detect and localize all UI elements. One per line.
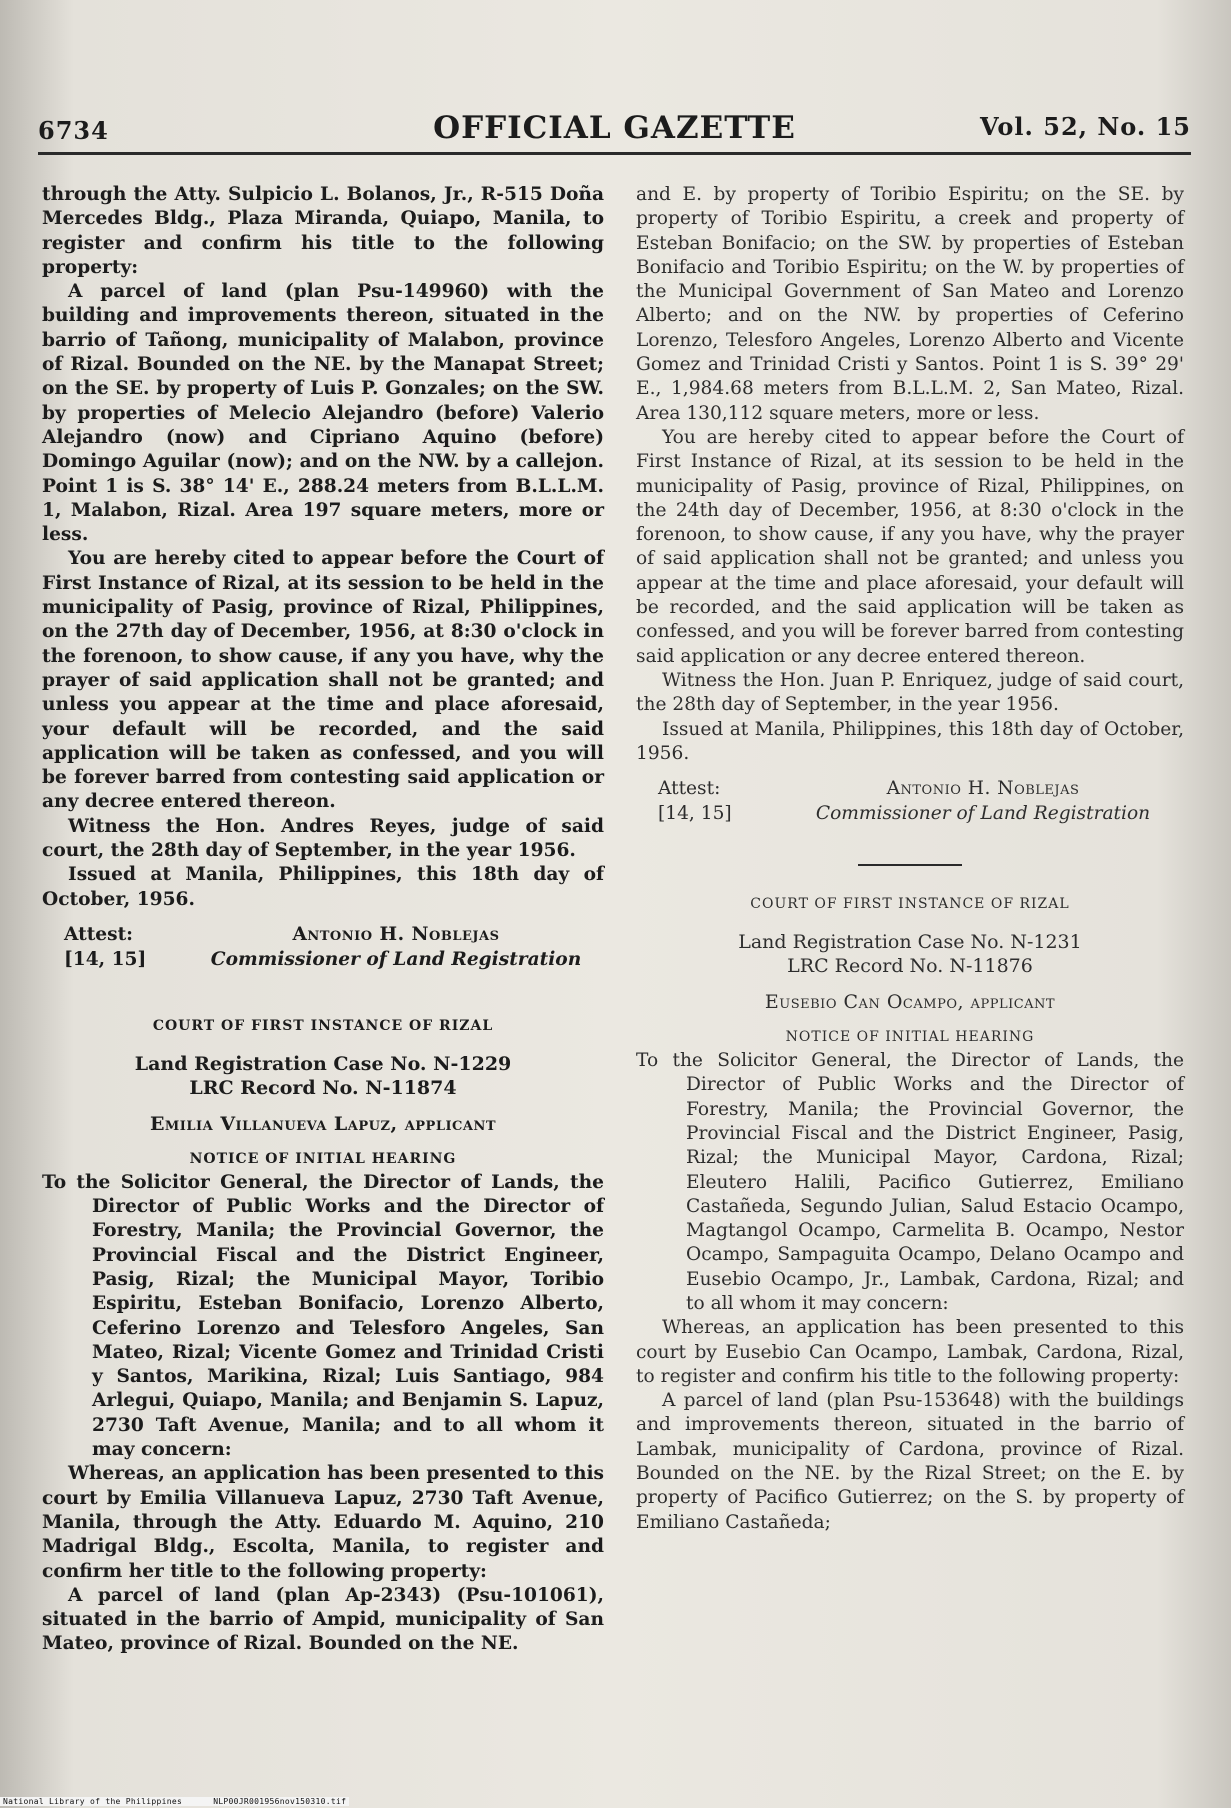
footer-library: National Library of the Philippines — [3, 1797, 183, 1806]
notice-heading: NOTICE OF INITIAL HEARING — [785, 1028, 1035, 1045]
record-number: LRC Record No. N-11876 — [787, 955, 1033, 978]
left-intro-paragraph: through the Atty. Sulpicio L. Bolanos, Jr., R-515 Doña Mercedes Bldg., Plaza Miranda, Quiapo, Manila, to register and confirm his title to the following property: — [42, 184, 604, 278]
case-number-block — [636, 930, 1184, 978]
header-rule — [38, 152, 1191, 155]
left-witness-paragraph: Witness the Hon. Andres Reyes, judge of said court, the 28th day of September, in the year 1956. — [42, 815, 604, 862]
volume-number: Vol. 52, No. 15 — [980, 112, 1191, 141]
right-witness-paragraph: Witness the Hon. Juan P. Enriquez, judge of said court, the 28th day of September, in the year 1956. — [636, 669, 1184, 716]
attest-ref: [14, 15] — [64, 948, 147, 970]
parcel-paragraph: A parcel of land (plan Ap-2343) (Psu-101061), situated in the barrio of Ampid, municipality of San Mateo, province of Rizal. Bounded on the NE. — [42, 1584, 604, 1655]
left-issued-paragraph: Issued at Manila, Philippines, this 18th day of October, 1956. — [42, 864, 604, 910]
right-column — [636, 183, 1184, 1535]
attest-name: Antonio H. Noblejas — [886, 778, 1080, 800]
left-attest-block — [42, 922, 604, 972]
applicant-line: Emilia Villanueva Lapuz, applicant — [149, 1113, 497, 1136]
attest-label: Attest: — [64, 923, 134, 945]
left-cited-paragraph: You are hereby cited to appear before the Court of First Instance of Rizal, at its session to be held in the municipality of Pasig, province of Rizal, Philippines, on the 27th day of December, 1956, at 8:30 o'clock in the forenoon, to show cause, if any you have, why the prayer of said application shall not be granted; and unless you appear at the time and place aforesaid, your default will be recorded, and the said application will be taken as confessed, and you will be forever barred from contesting said application or any decree entered thereon. — [42, 548, 604, 813]
right-issued-paragraph: Issued at Manila, Philippines, this 18th day of October, 1956. — [636, 718, 1184, 764]
court-heading: COURT OF FIRST INSTANCE OF RIZAL — [750, 896, 1070, 913]
left-parcel-paragraph: A parcel of land (plan Psu-149960) with the building and improvements thereon, situated in the barrio of Tañong, municipality of Malabon, province of Rizal. Bounded on the NE. by the Manapat Street; on the SE. by property of Luis P. Gonzales; on the SW. by properties of Melecio Alejandro (before) Valerio Alejandro (now) and Cipriano Aquino (before) Domingo Aguilar (now); and on the NW. by a callejon. Point 1 is S. 38° 14' E., 288.24 meters from B.L.L.M. 1, Malabon, Rizal. Area 197 square meters, more or less. — [42, 281, 604, 546]
page-header — [38, 108, 1191, 148]
address-paragraph: To the Solicitor General, the Director of Lands, the Director of Public Works and the Director of Forestry, Manila; the Provincial Governor, the Provincial Fiscal and the District Engineer, Pasig, Rizal; the Municipal Mayor, Cardona, Rizal; Eleutero Halili, Pacifico Gutierrez, Emiliano Castañeda, Segundo Julian, Salud Estacio Ocampo, Magtangol Ocampo, Carmelita B. Ocampo, Nestor Ocampo, Sampaguita Ocampo, Delano Ocampo and Eusebio Ocampo, Jr., Lambak, Cardona, Rizal; and to all whom it may concern: — [636, 1050, 1184, 1314]
notice-heading: NOTICE OF INITIAL HEARING — [189, 1150, 457, 1167]
right-attest-block — [636, 776, 1184, 826]
record-number: LRC Record No. N-11874 — [189, 1077, 457, 1100]
whereas-paragraph: Whereas, an application has been presented to this court by Eusebio Can Ocampo, Lambak, Cardona, Rizal, to register and confirm his title to the following property: — [636, 1317, 1184, 1387]
case-number: Land Registration Case No. N-1229 — [134, 1053, 512, 1076]
publication-title: OFFICIAL GAZETTE — [433, 110, 796, 146]
footer-file: NLP00JR001956nov150310.tif — [213, 1797, 347, 1806]
court-heading: COURT OF FIRST INSTANCE OF RIZAL — [152, 1017, 494, 1034]
right-intro-paragraph: and E. by property of Toribio Espiritu; on the SE. by property of Toribio Espiritu, a creek and property of Esteban Bonifacio; on the SW. by properties of Esteban Bonifacio and Toribio Espiritu; on the W. by properties of the Municipal Government of San Mateo and Lorenzo Alberto; and on the NW. by properties of Ceferino Lorenzo, Telesforo Angeles, Lorenzo Alberto and Vicente Gomez and Trinidad Cristi y Santos. Point 1 is S. 39° 29' E., 1,984.68 meters from B.L.L.M. 2, San Mateo, Rizal. Area 130,112 square meters, more or less. — [636, 184, 1184, 424]
scan-footer — [0, 1797, 349, 1806]
left-column — [42, 183, 604, 1657]
attest-role: Commissioner of Land Registration — [210, 948, 582, 970]
whereas-paragraph: Whereas, an application has been presented to this court by Emilia Villanueva Lapuz, 2730 Taft Avenue, Manila, through the Atty. Eduardo M. Aquino, 210 Madrigal Bldg., Escolta, Manila, to register and confirm her title to the following property: — [42, 1463, 604, 1582]
attest-name: Antonio H. Noblejas — [292, 923, 500, 945]
attest-ref: [14, 15] — [658, 803, 732, 825]
right-cited-paragraph: You are hereby cited to appear before the Court of First Instance of Rizal, at its session to be held in the municipality of Pasig, province of Rizal, Philippines, on the 24th day of December, 1956, at 8:30 o'clock in the forenoon, to show cause, if any you have, why the prayer of said application shall not be granted; and unless you appear at the time and place aforesaid, your default will be recorded, and the said application will be taken as confessed, and you will be forever barred from contesting said application or any decree entered thereon. — [636, 426, 1184, 667]
address-paragraph: To the Solicitor General, the Director of Lands, the Director of Public Works and the Director of Forestry, Manila; the Provincial Governor, the Provincial Fiscal and the District Engineer, Pasig, Rizal; the Municipal Mayor, Toribio Espiritu, Esteban Bonifacio, Lorenzo Alberto, Ceferino Lorenzo and Telesforo Angeles, San Mateo, Rizal; Vicente Gomez and Trinidad Cristi y Santos, Marikina, Rizal; Luis Santiago, 984 Arlegui, Quiapo, Manila; and Benjamin S. Lapuz, 2730 Taft Avenue, Manila; and to all whom it may concern: — [42, 1171, 604, 1461]
page-number: 6734 — [38, 116, 109, 145]
parcel-paragraph: A parcel of land (plan Psu-153648) with the buildings and improvements thereon, situated in the barrio of Lambak, municipality of Cardona, province of Rizal. Bounded on the NE. by the Rizal Street; on the E. by property of Pacifico Gutierrez; on the S. by property of Emiliano Castañeda; — [636, 1390, 1184, 1533]
applicant-line: Eusebio Can Ocampo, applicant — [764, 991, 1056, 1014]
attest-role: Commissioner of Land Registration — [815, 803, 1151, 825]
case-number-block — [42, 1052, 604, 1100]
attest-label: Attest: — [658, 778, 721, 800]
section-separator — [858, 864, 962, 866]
case-number: Land Registration Case No. N-1231 — [738, 931, 1082, 954]
